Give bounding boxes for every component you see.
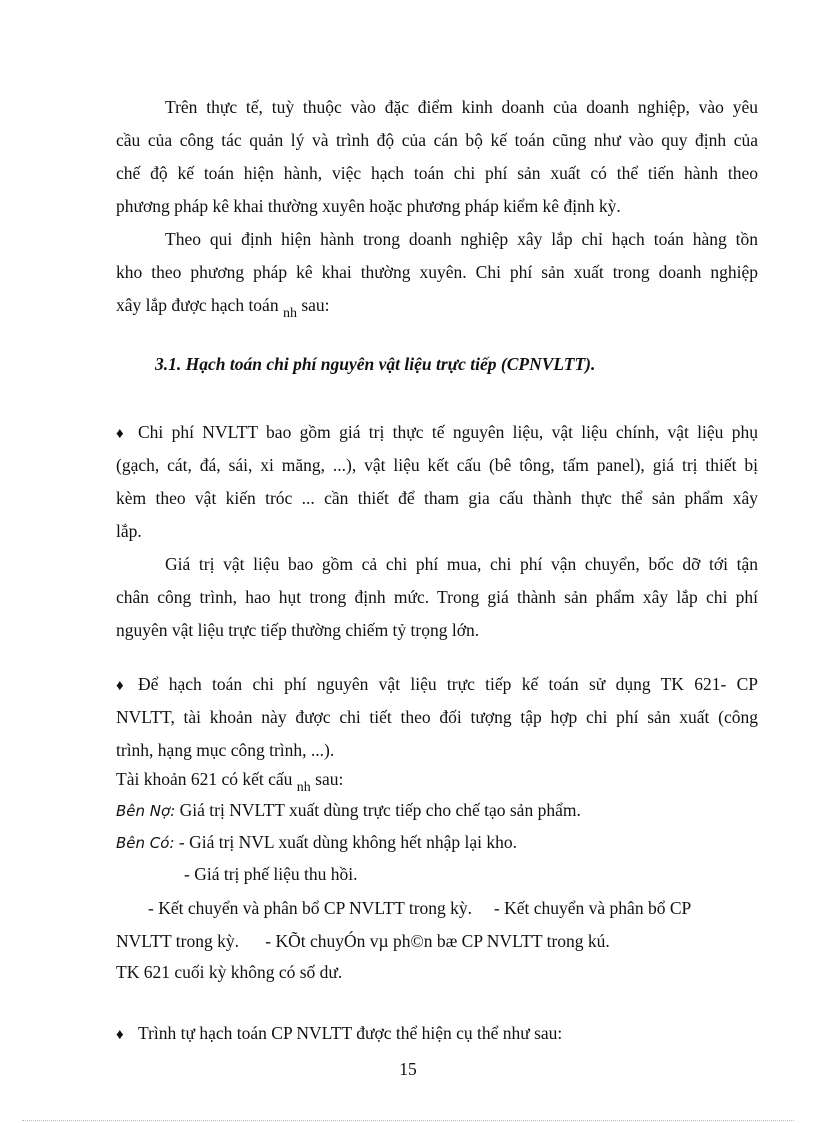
diamond-bullet-icon: ♦ [116,426,124,442]
text-fragment: Tài khoản 621 có kết cấu [116,769,293,789]
bullet-text: Chi phí NVLTT bao gồm giá trị thực tế nguyên liệu, vật liệu chính, vật liệu phụ [138,422,758,442]
page-number: 15 [399,1059,417,1079]
bullet-1-line-3: kèm theo vật kiến tróc ... cần thiết để tham gia cấu thành thực thể sản phẩm xây [116,488,758,508]
page-bottom-divider [22,1120,794,1121]
credit-item-2: - Giá trị phế liệu thu hồi. [184,864,358,884]
debit-side-line [116,799,581,822]
diamond-bullet-icon: ♦ [116,678,124,694]
bullet-text: Trình tự hạch toán CP NVLTT được thể hiện cụ thể như sau: [138,1023,563,1043]
text-fragment: xây lắp được hạch toán [116,295,279,315]
paragraph-3-line-1: Giá trị vật liệu bao gồm cả chi phí mua, chi phí vận chuyển, bốc dỡ tới tận [165,554,758,574]
diamond-bullet-icon: ♦ [116,1027,124,1043]
paragraph-1-line-1: Trên thực tế, tuỳ thuộc vào đặc điểm kinh doanh của doanh nghiệp, vào yêu [165,97,758,117]
subscript-fragment: nh [296,780,311,795]
paragraph-2-line-2: kho theo phương pháp kê khai thường xuyên. Chi phí sản xuất trong doanh nghiệp [116,262,758,282]
bullet-text: Để hạch toán chi phí nguyên vật liệu trực tiếp kế toán sử dụng TK 621- CP [138,674,758,694]
text-fragment: sau: [315,769,344,789]
subscript-fragment: nh [282,306,297,321]
paragraph-1-line-3: chế độ kế toán hiện hành, việc hạch toán chi phí sản xuất có thể tiến hành theo [116,163,758,183]
bullet-3-line [116,1022,562,1046]
paragraph-1-line-2: cầu của công tác quản lý và trình độ của cán bộ kế toán cũng như vào quy định của [116,130,758,150]
credit-side-line [116,831,517,854]
paragraph-3-line-2: chân công trình, hao hụt trong định mức. Trong giá thành sản phẩm xây lắp chi phí [116,587,758,607]
bullet-1-line-4: lắp. [116,521,142,541]
bullet-2-line-1 [116,673,758,697]
debit-label: Bên Nợ: [116,802,176,820]
credit-label: Bên Có: [116,834,175,852]
paragraph-3-line-3: nguyên vật liệu trực tiếp thường chiếm tỷ trọng lớn. [116,620,480,640]
debit-text: Giá trị NVLTT xuất dùng trực tiếp cho chế tạo sản phẩm. [179,800,581,820]
account-structure-line [116,768,343,793]
credit-item-3: - Kết chuyển và phân bổ CP NVLTT trong kỳ. - Kết chuyển và phân bổ CP [148,898,692,918]
account-end-balance: TK 621 cuối kỳ không có số dư. [116,962,343,982]
credit-text: - Giá trị NVL xuất dùng không hết nhập lại kho. [178,832,517,852]
bullet-1-line-1 [116,421,758,445]
credit-item-4: NVLTT trong kỳ. - KÕt chuyÓn vµ ph©n bæ CP NVLTT trong kú. [116,931,610,951]
paragraph-2-line-1: Theo qui định hiện hành trong doanh nghiệp xây lắp chỉ hạch toán hàng tồn [165,229,758,249]
text-fragment: sau: [301,295,330,315]
section-heading: 3.1. Hạch toán chi phí nguyên vật liệu trực tiếp (CPNVLTT). [155,354,596,374]
paragraph-2-line-3 [116,294,330,319]
bullet-2-line-3: trình, hạng mục công trình, ...). [116,740,335,760]
bullet-2-line-2: NVLTT, tài khoản này được chi tiết theo đối tượng tập hợp chi phí sản xuất (công [116,707,758,727]
paragraph-1-line-4: phương pháp kê khai thường xuyên hoặc phương pháp kiểm kê định kỳ. [116,196,621,216]
bullet-1-line-2: (gạch, cát, đá, sái, xi măng, ...), vật liệu kết cấu (bê tông, tấm panel), giá trị thiết bị [116,455,758,475]
